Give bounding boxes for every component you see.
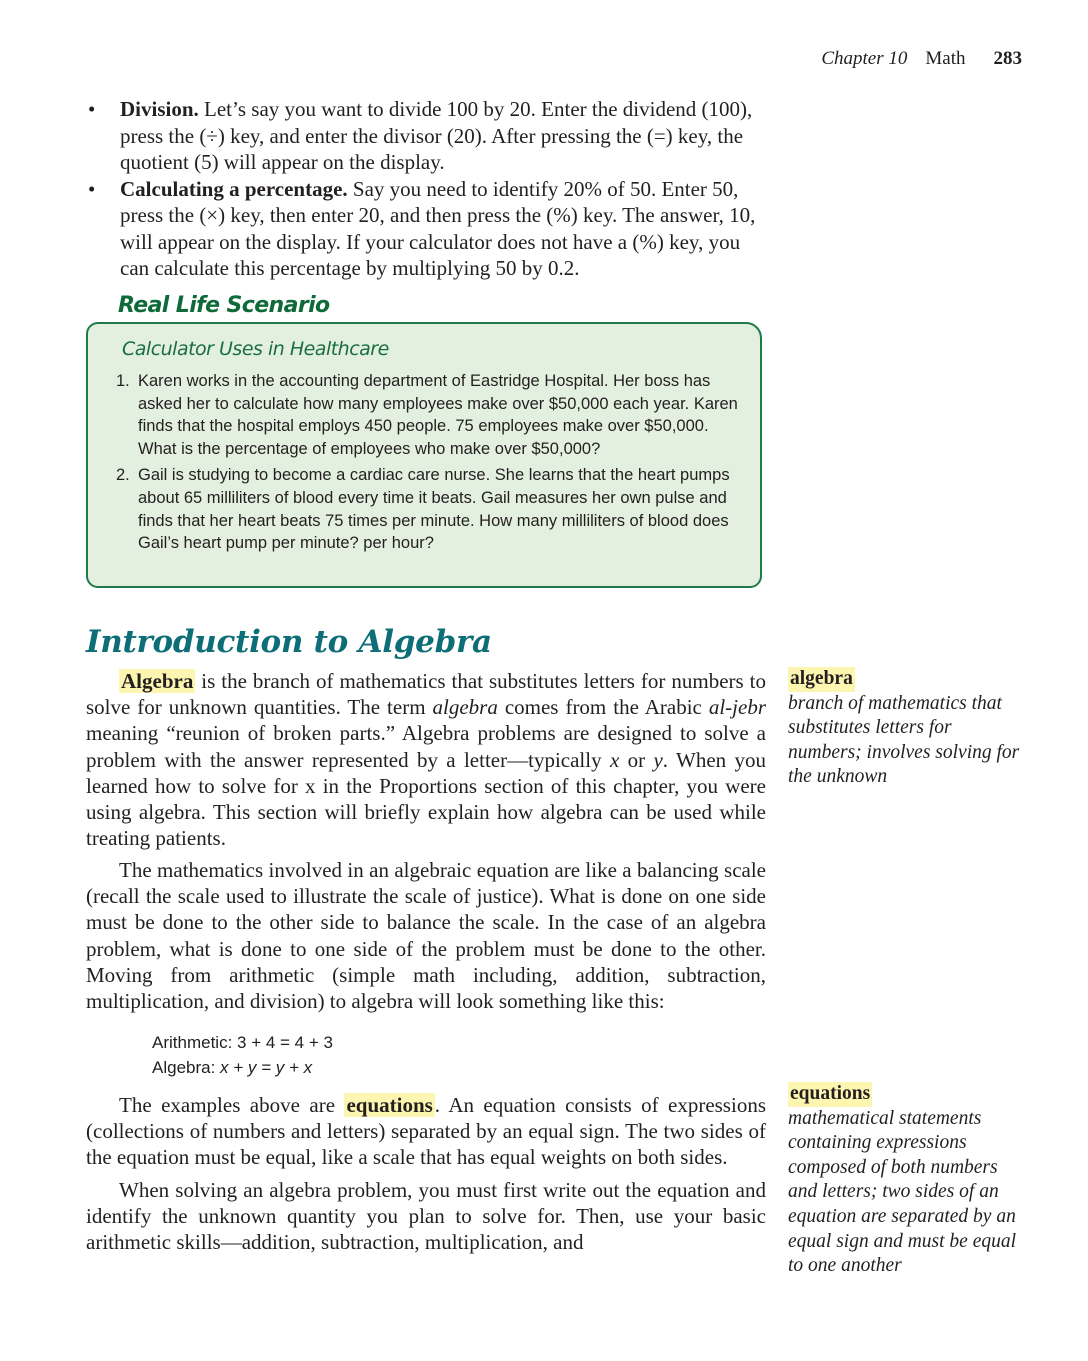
bullet-lead: Division. [120, 97, 199, 121]
definition-term: equations [788, 1082, 872, 1107]
running-head [821, 48, 1022, 70]
example-label: Algebra: [152, 1058, 221, 1077]
bullet-text: Say you need to identify 20% of 50. Enter 50, press the (×) key, then enter 20, and then press the (%) key. The answer, 10, will appear on the display. If your calculator does not have a (%) key, you can calculate this percentage by multiplying 50 by 0.2. [120, 176, 756, 280]
paragraph-equations [86, 1092, 766, 1261]
margin-definition-equations [788, 1082, 1028, 1279]
text-italic: al-jebr [708, 695, 766, 720]
page-number: 283 [993, 48, 1022, 69]
scenario-box [86, 322, 762, 588]
scenario-subtitle: Calculator Uses in Healthcare [122, 338, 389, 360]
paragraph-text: The mathematics involved in an algebraic equation are like a balancing scale (recall the scale used to illustrate the scale of justice). What is done on one side must be done to the other side to balance the scale. In the case of an algebra problem, what is done to one side of the problem must be done to the other. Moving from arithmetic (simple math including, addition, subtraction, multiplication, and division) to algebra will look something like this: [86, 858, 766, 1014]
text: meaning “reunion of broken parts.” Algebra problems are designed to solve a problem with the answer represented by a letter—typically [86, 721, 766, 772]
paragraph-algebra-intro [86, 668, 766, 857]
item-text: Karen works in the accounting department of Eastridge Hospital. Her boss has asked her to calculate how many employees make over $50,000 each year. Karen finds that the hospital employs 450 people. 75 employees make over $50,000. What is the percentage of employees who make over $50,000? [138, 372, 738, 458]
bullet-lead: Calculating a percentage. [120, 176, 348, 201]
text-italic: algebra [432, 695, 498, 720]
text: is the branch of mathematics that substitutes letters for numbers to solve for unknown quantities. The term [86, 669, 766, 720]
keyword-algebra: Algebra [121, 669, 194, 693]
definition-text: branch of mathematics that substitutes letters for numbers; involves solving for the unknown [788, 692, 1020, 788]
section-title: Introduction to Algebra [86, 624, 492, 660]
text: . An equation consists of expressions (collections of numbers and letters) separated by an equal sign. The two sides of the equation must be equal, like a scale that has equal weights on both sides. [86, 1093, 766, 1170]
equation-examples [152, 1030, 333, 1080]
text: . When you learned how to solve for x in the Proportions section of this chapter, you were using algebra. This section will briefly explain how algebra can be used while treating patients. [86, 747, 766, 851]
chapter-label: Chapter 10 [821, 48, 908, 69]
list-item [116, 464, 746, 554]
chapter-title: Math [925, 48, 966, 69]
arithmetic-example: Arithmetic: 3 + 4 = 4 + 3 [152, 1033, 333, 1052]
item-number: 2. [116, 466, 130, 485]
text: or [619, 747, 654, 772]
definition-term: algebra [788, 667, 855, 692]
keyword-equations: equations [346, 1093, 433, 1117]
example-expression: x + y = y + x [220, 1058, 313, 1077]
text: comes from the Arabic [497, 695, 709, 720]
definition-text: mathematical statements containing expressions composed of both numbers and letters; two sides of an equation are separated by an equal sign and must be equal to one another [788, 1107, 1017, 1277]
paragraph-balancing-scale [86, 857, 766, 1020]
paragraph-solving: When solving an algebra problem, you must first write out the equation and identify the unknown quantity you plan to solve for. Then, use your basic arithmetic skills—addition, subtraction, multiplication, and [86, 1177, 766, 1255]
item-number: 1. [116, 372, 130, 390]
variable-x: x [609, 747, 620, 772]
list-item [86, 176, 766, 282]
item-text: Gail is studying to become a cardiac care nurse. She learns that the heart pumps about 65 milliliters of blood every time it beats. Gail measures her own pulse and finds that her heart beats 75 times per minute. How many milliliters of blood does Gail’s heart pump per minute? per hour? [138, 466, 730, 553]
bullet-text: Let’s say you want to divide 100 by 20. Enter the dividend (100), press the (÷) key, and enter the divisor (20). After pressing the (=) key, the quotient (5) will appear on the display. [120, 97, 753, 174]
bullet-icon: • [88, 97, 96, 121]
scenario-list [116, 370, 746, 559]
margin-definition-algebra [788, 667, 1028, 790]
list-item [116, 370, 746, 460]
algebra-example [152, 1055, 333, 1080]
bullet-list [86, 96, 766, 282]
text: The examples above are [119, 1093, 345, 1117]
list-item [86, 96, 766, 176]
scenario-label: Real Life Scenario [118, 293, 330, 318]
bullet-icon: • [88, 176, 96, 201]
variable-y: y [653, 747, 663, 772]
